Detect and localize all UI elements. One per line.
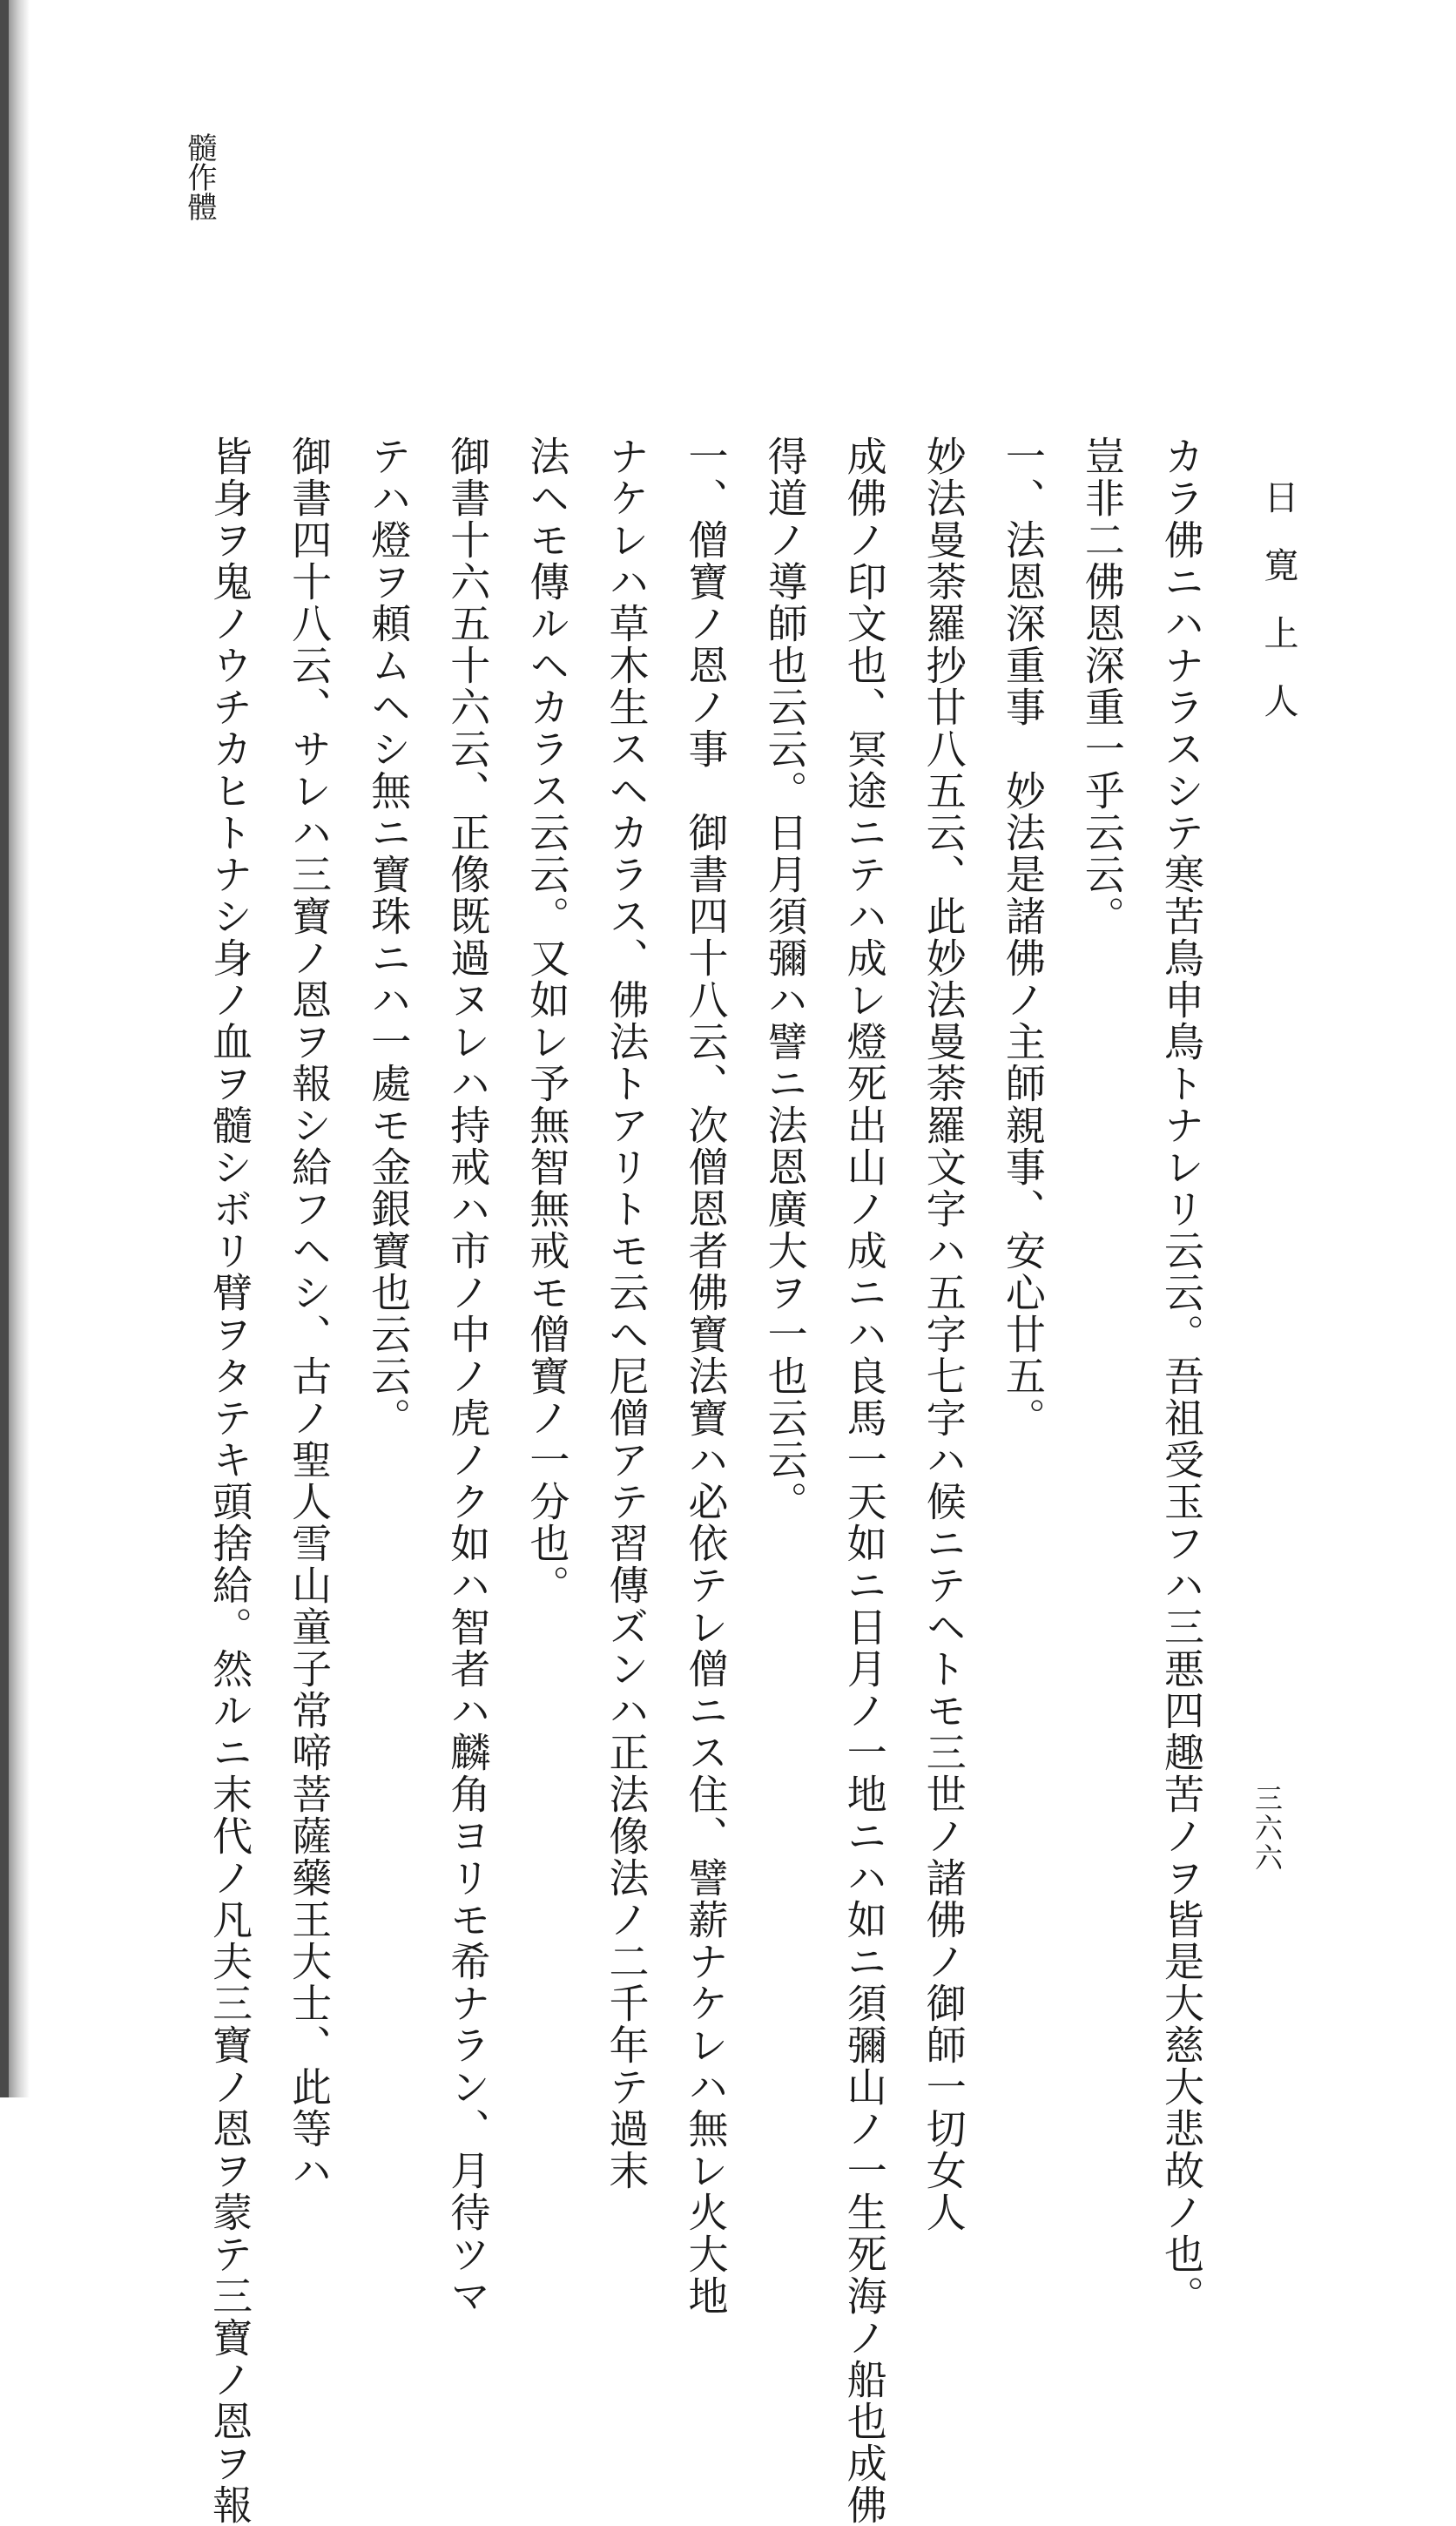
text-column: 成佛ノ印文也、冥途ニテハ成レ燈死出山ノ成ニハ良馬一天如ニ日月ノ一地ニハ如ニ須彌山ノ一生死海ノ船也成佛 [840, 436, 888, 2526]
body-text [190, 436, 1221, 2526]
text-column: 得道ノ導師也云云。日月須彌ハ譬ニ法恩廣大ヲ一也云云。 [761, 436, 809, 1523]
text-column: 御書十六五十六云、正像既過ヌレハ持戒ハ市ノ中ノ虎ノク如ハ智者ハ麟角ヨリモ希ナラン、月待ツマ [444, 436, 492, 2317]
text-column: 一、僧寶ノ恩ノ事 御書四十八云、次僧恩者佛寶法寶ハ必依テレ僧ニス住、譬薪ナケレハ無レ火大地 [682, 436, 730, 2317]
binding-gutter-shadow [0, 0, 30, 2097]
margin-annotation: 髓作體 [182, 132, 217, 221]
text-column: 妙法曼荼羅抄廿八五云、此妙法曼荼羅文字ハ五字七字ハ候ニテヘトモ三世ノ諸佛ノ御師一切女人 [920, 436, 967, 2233]
text-column: カラ佛ニハナラスシテ寒苦鳥申鳥トナレリ云云。吾祖受玉フハ三悪四趣苦ノヲ皆是大慈大悲故ノ也。 [1158, 436, 1205, 2317]
text-column: 御書四十八云、サレハ三寶ノ恩ヲ報シ給フヘシ、古ノ聖人雪山童子常啼菩薩藥王大士、此等ハ [286, 436, 334, 2192]
text-column: 法ヘモ傳ルヘカラス云云。又如レ予無智無戒モ僧寶ノ一分也。 [523, 436, 571, 1606]
text-column: 皆身ヲ鬼ノウチカヒトナシ身ノ血ヲ髓シボリ臂ヲタテキ頭捨給。然ルニ末代ノ凡夫三寶ノ恩ヲ蒙テ三寶ノ恩ヲ報 [206, 436, 254, 2526]
text-column: 一、法恩深重事 妙法是諸佛ノ主師親事、安心廿五。 [999, 436, 1047, 1439]
text-column: 豈非二佛恩深重一乎云云。 [1078, 436, 1126, 937]
page-number: 三六六 [1250, 1784, 1284, 1873]
text-column: ナケレハ草木生スヘカラス、佛法トアリトモ云へ尼僧アテ習傳ズンハ正法像法ノ二千年テ過末 [603, 436, 650, 2192]
text-column: テハ燈ヲ頼ムヘシ無ニ寶珠ニハ一處モ金銀寶也云云。 [365, 436, 413, 1439]
running-header: 日寛上人 [1258, 479, 1298, 751]
binding-edge [0, 0, 9, 2097]
